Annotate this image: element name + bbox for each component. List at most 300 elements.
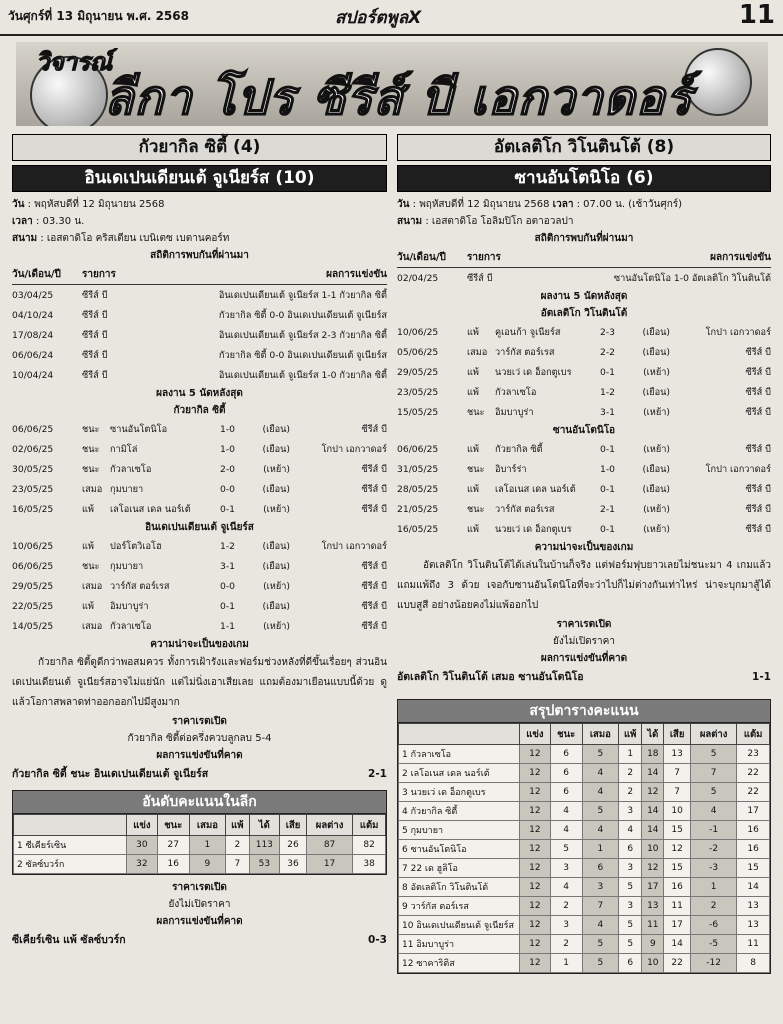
form-opponent: กุมบายา xyxy=(110,483,144,495)
date-value: : พฤหัสบดีที่ 12 มิถุนายน 2568 xyxy=(412,199,550,210)
right-column xyxy=(397,134,771,974)
cell: 7 xyxy=(226,855,249,874)
form-venue: (เยือน) xyxy=(262,443,290,455)
form-opponent: กามิโล่ xyxy=(110,443,138,455)
form-opponent: กัวยากิล ซิตี้ xyxy=(495,443,543,455)
cell: 3 xyxy=(619,897,642,916)
form-opponent: กัวลาเซโอ xyxy=(110,620,152,632)
cell: 12 xyxy=(642,859,664,878)
cell: 87 xyxy=(306,836,352,855)
list-item xyxy=(12,596,387,616)
form-result: ชนะ xyxy=(467,463,485,475)
form-score: 2-2 xyxy=(600,346,616,358)
team2-form-table xyxy=(12,536,387,636)
cell: 5 xyxy=(550,840,582,859)
predict-title: ผลการแข่งขันที่คาด xyxy=(156,750,243,761)
list-item xyxy=(397,499,771,519)
team-cell: 6 ซานอันโตนิโอ xyxy=(399,840,520,859)
cell: 12 xyxy=(520,954,551,973)
team1-form-table xyxy=(397,322,771,422)
form-comp: ซีรีส์ บี xyxy=(745,523,771,535)
cell: 30 xyxy=(127,836,158,855)
team2-form-table xyxy=(397,439,771,539)
cell: 12 xyxy=(520,764,551,783)
h2h-table xyxy=(397,247,771,288)
cell: 16 xyxy=(737,840,770,859)
cell: 22 xyxy=(737,783,770,802)
team-cell: 11 อิมบาบูร่า xyxy=(399,935,520,954)
cell: 2 xyxy=(690,897,736,916)
cell: 12 xyxy=(520,878,551,897)
cell: 12 xyxy=(520,859,551,878)
date-label: วัน xyxy=(12,199,25,210)
form-result: แพ้ xyxy=(467,523,479,535)
date-label: วัน xyxy=(397,199,410,210)
team-cell: 12 ซาคาริติส xyxy=(399,954,520,973)
cell: 7 xyxy=(582,897,618,916)
page-number: 11 xyxy=(738,0,775,30)
cell: 9 xyxy=(642,935,664,954)
form-venue: (เยือน) xyxy=(642,386,670,398)
table-row xyxy=(399,821,770,840)
h2h-title: สถิติการพบกันที่ผ่านมา xyxy=(150,250,249,261)
cell: 14 xyxy=(664,935,691,954)
form-title: ผลงาน 5 นัดหลังสุด xyxy=(540,291,628,302)
form-venue: (เยือน) xyxy=(262,600,290,612)
cell: 12 xyxy=(520,897,551,916)
form-date: 06/06/25 xyxy=(12,560,54,572)
cell: 5 xyxy=(619,916,642,935)
time-label: เวลา xyxy=(552,199,574,210)
cell: 14 xyxy=(737,878,770,897)
cell: 4 xyxy=(550,802,582,821)
likely-text: อัตเลติโก วิโนตินโต้ได้เล่นในบ้านก็จริง แต่ฟอร์มฟุบยาวเลยไม่ชนะมา 4 เกมแล้ว แถมแพ้ถึง 3 ด้วย เจอกับซานอันโตนิโอที่จะว่าไปก็ไม่ต่างกันเท่าไหร่ น่าจะบุกมาสู้ได้แบบสูสี อย่างน้อยคงไม่แพ้ออกไป xyxy=(397,560,771,611)
odds-title: ราคาเรตเปิด xyxy=(556,619,612,630)
match-away-bar: ซานอันโตนิโอ (6) xyxy=(397,165,771,192)
form-result: ชนะ xyxy=(467,406,485,418)
cell: 4 xyxy=(582,916,618,935)
form-venue: (เยือน) xyxy=(642,483,670,495)
cell: 5 xyxy=(619,935,642,954)
form-venue: (เยือน) xyxy=(262,560,290,572)
form-comp: โกปา เอกวาดอร์ xyxy=(705,463,771,475)
form-score: 0-0 xyxy=(220,483,236,495)
cell: 23 xyxy=(737,745,770,764)
match-info xyxy=(397,196,771,230)
col-team xyxy=(399,724,520,745)
cell: -1 xyxy=(690,821,736,840)
list-item xyxy=(12,556,387,576)
cell: 53 xyxy=(249,855,280,874)
form-comp: ซีรีส์ บี xyxy=(361,560,387,572)
h2h-date: 02/04/25 xyxy=(397,272,439,284)
form-comp: ซีรีส์ บี xyxy=(745,406,771,418)
form-date: 21/05/25 xyxy=(397,503,439,515)
time-label: เวลา xyxy=(12,216,33,227)
form-comp: ซีรีส์ บี xyxy=(361,423,387,435)
cell: -12 xyxy=(690,954,736,973)
table-row xyxy=(12,345,387,365)
predict-text: อัตเลติโก วิโนตินโต้ เสมอ ซานอันโตนิโอ xyxy=(397,671,584,683)
cell: 82 xyxy=(353,836,386,855)
table-row xyxy=(399,840,770,859)
form-opponent: กุมบายา xyxy=(110,560,144,572)
cell: 3 xyxy=(619,859,642,878)
team-cell: 2 เลโอเนส เดล นอร์เต้ xyxy=(399,764,520,783)
time-value: : 03.30 น. xyxy=(35,216,85,227)
cell: 12 xyxy=(520,802,551,821)
form-score: 1-2 xyxy=(220,540,236,552)
cell: 36 xyxy=(280,855,307,874)
cell: 1 xyxy=(189,836,225,855)
form-score: 0-1 xyxy=(600,483,616,495)
col-lost: แพ้ xyxy=(619,724,642,745)
h2h-comp: ซีรีส์ บี xyxy=(82,329,108,341)
team-cell: 5 กุมบายา xyxy=(399,821,520,840)
form-date: 22/05/25 xyxy=(12,600,54,612)
form-opponent: วาร์กัส ตอร์เรส xyxy=(495,346,555,358)
form-opponent: วาร์กัส ตอร์เรส xyxy=(110,580,170,592)
date-value: : พฤหัสบดีที่ 12 มิถุนายน 2568 xyxy=(27,199,165,210)
list-item xyxy=(397,322,771,342)
col-for: ได้ xyxy=(642,724,664,745)
h2h-date: 10/04/24 xyxy=(12,369,54,381)
table-row xyxy=(399,802,770,821)
cell: 5 xyxy=(582,802,618,821)
form-opponent: อิบาร์ร่า xyxy=(495,463,527,475)
league-table-header xyxy=(14,815,386,836)
form-result: ชนะ xyxy=(82,423,100,435)
cell: 1 xyxy=(619,745,642,764)
cell: 11 xyxy=(642,916,664,935)
likely-title: ความน่าจะเป็นของเกม xyxy=(534,542,634,553)
cell: 10 xyxy=(664,802,691,821)
odds-text: กัวยากิล ซิตี้ต่อครึ่งควบลูกลบ 5-4 xyxy=(127,733,272,744)
cell: 12 xyxy=(642,783,664,802)
team-cell: 2 ซัลซ์บวร์ก xyxy=(14,855,127,874)
cell: 15 xyxy=(737,859,770,878)
cell: 1 xyxy=(550,954,582,973)
form-score: 1-0 xyxy=(600,463,616,475)
cell: 22 xyxy=(664,954,691,973)
list-item xyxy=(12,576,387,596)
cell: 113 xyxy=(249,836,280,855)
cell: 2 xyxy=(226,836,249,855)
standings-table xyxy=(397,699,771,974)
table-row xyxy=(12,365,387,385)
cell: 3 xyxy=(550,916,582,935)
form-date: 16/05/25 xyxy=(12,503,54,515)
cell: 13 xyxy=(642,897,664,916)
table-row xyxy=(397,268,771,289)
form-score: 3-1 xyxy=(600,406,616,418)
form-comp: ซีรีส์ บี xyxy=(745,503,771,515)
list-item xyxy=(397,382,771,402)
form-venue: (เหย้า) xyxy=(263,580,290,592)
form-score: 0-1 xyxy=(220,600,236,612)
team-cell: 7 22 เด ฮูลิโอ xyxy=(399,859,520,878)
form-opponent: ซานอันโตนิโอ xyxy=(110,423,168,435)
h2h-date: 03/04/25 xyxy=(12,289,54,301)
predict-line xyxy=(397,667,771,687)
h2h-result: อินเดเปนเดียนเต้ จูเนียร์ส 2-3 กัวยากิล ซิตี้ xyxy=(218,329,387,341)
cell: 6 xyxy=(619,840,642,859)
cell: 3 xyxy=(619,802,642,821)
page-header xyxy=(0,0,783,36)
h2h-col-date: วัน/เดือน/ปี xyxy=(397,247,467,268)
form-date: 28/05/25 xyxy=(397,483,439,495)
form-comp: ซีรีส์ บี xyxy=(745,386,771,398)
table-row xyxy=(399,745,770,764)
list-item xyxy=(12,616,387,636)
cell: -3 xyxy=(690,859,736,878)
form-score: 1-1 xyxy=(220,620,236,632)
col-played: แข่ง xyxy=(127,815,158,836)
h2h-comp: ซีรีส์ บี xyxy=(82,349,108,361)
cell: 6 xyxy=(550,783,582,802)
cell: 16 xyxy=(664,878,691,897)
form-opponent: กัวลาเซโอ xyxy=(495,386,537,398)
cell: 22 xyxy=(737,764,770,783)
form-venue: (เยือน) xyxy=(642,346,670,358)
list-item xyxy=(12,459,387,479)
col-played: แข่ง xyxy=(520,724,551,745)
predict-score: 2-1 xyxy=(368,768,387,780)
list-item xyxy=(397,479,771,499)
form-venue: (เหย้า) xyxy=(643,443,670,455)
form-opponent: นวยเว่ เด อ็อกตูเบร xyxy=(495,366,572,378)
banner-kicker: วิจารณ์ xyxy=(36,48,113,76)
cell: 5 xyxy=(619,878,642,897)
form-opponent: วาร์กัส ตอร์เรส xyxy=(495,503,555,515)
team-cell: 1 ซีเคียร์เซิน xyxy=(14,836,127,855)
form-venue: (เหย้า) xyxy=(263,620,290,632)
section-banner xyxy=(16,42,768,126)
cell: 4 xyxy=(690,802,736,821)
h2h-comp: ซีรีส์ บี xyxy=(82,309,108,321)
cell: 13 xyxy=(664,745,691,764)
cell: 12 xyxy=(664,840,691,859)
match-home-bar: อัตเลติโก วิโนตินโต้ (8) xyxy=(397,134,771,161)
h2h-col-result: ผลการแข่งขัน xyxy=(133,264,387,285)
cell: -5 xyxy=(690,935,736,954)
col-lost: แพ้ xyxy=(226,815,249,836)
cell: 4 xyxy=(550,878,582,897)
form-comp: ซีรีส์ บี xyxy=(745,443,771,455)
form-score: 1-0 xyxy=(220,443,236,455)
col-against: เสีย xyxy=(664,724,691,745)
list-item xyxy=(12,419,387,439)
form-comp: ซีรีส์ บี xyxy=(745,483,771,495)
cell: 6 xyxy=(582,859,618,878)
cell: 1 xyxy=(582,840,618,859)
football-icon xyxy=(684,48,752,116)
header-date: วันศุกร์ที่ 13 มิถุนายน พ.ศ. 2568 xyxy=(8,9,189,23)
form-result: เสมอ xyxy=(82,483,103,495)
form-date: 16/05/25 xyxy=(397,523,439,535)
cell: 12 xyxy=(520,783,551,802)
form-score: 1-2 xyxy=(600,386,616,398)
list-item xyxy=(397,519,771,539)
table-row xyxy=(14,855,386,874)
cell: 12 xyxy=(520,821,551,840)
cell: 2 xyxy=(619,783,642,802)
predict-line xyxy=(12,764,387,784)
form-date: 23/05/25 xyxy=(397,386,439,398)
match-home-bar: กัวยากิล ซิตี้ (4) xyxy=(12,134,387,161)
cell: 9 xyxy=(189,855,225,874)
h2h-result: อินเดเปนเดียนเต้ จูเนียร์ส 1-1 กัวยากิล ซิตี้ xyxy=(218,289,387,301)
cell: 11 xyxy=(664,897,691,916)
form-score: 1-0 xyxy=(220,423,236,435)
cell: 13 xyxy=(737,897,770,916)
form-venue: (เหย้า) xyxy=(263,463,290,475)
cell: 3 xyxy=(582,878,618,897)
form-comp: โกปา เอกวาดอร์ xyxy=(321,540,387,552)
cell: 5 xyxy=(582,954,618,973)
predict2-line xyxy=(12,930,387,950)
form-venue: (เหย้า) xyxy=(263,503,290,515)
form-date: 06/06/25 xyxy=(12,423,54,435)
form-opponent: คูเอนก้า จูเนียร์ส xyxy=(495,326,561,338)
cell: 26 xyxy=(280,836,307,855)
cell: 3 xyxy=(550,859,582,878)
header-brand: สปอร์ตพูลX xyxy=(335,8,422,28)
h2h-result: กัวยากิล ซิตี้ 0-0 อินเดเปนเดียนเต้ จูเนียร์ส xyxy=(218,349,387,361)
form-venue: (เหย้า) xyxy=(643,523,670,535)
form-result: เสมอ xyxy=(467,346,488,358)
form-date: 05/06/25 xyxy=(397,346,439,358)
cell: 5 xyxy=(690,745,736,764)
form-result: ชนะ xyxy=(82,560,100,572)
venue-label: สนาม xyxy=(12,233,38,244)
form-venue: (เยือน) xyxy=(262,483,290,495)
predict2-score: 0-3 xyxy=(368,934,387,946)
cell: 2 xyxy=(550,897,582,916)
form-date: 15/05/25 xyxy=(397,406,439,418)
form-opponent: นวยเว่ เด อ็อกตูเบร xyxy=(495,523,572,535)
col-won: ชนะ xyxy=(550,724,582,745)
form-comp: ซีรีส์ บี xyxy=(361,483,387,495)
cell: 7 xyxy=(664,764,691,783)
cell: 17 xyxy=(642,878,664,897)
league-table xyxy=(12,790,387,875)
h2h-title: สถิติการพบกันที่ผ่านมา xyxy=(534,233,634,244)
form-comp: ซีรีส์ บี xyxy=(745,366,771,378)
team2-name: ซานอันโตนิโอ xyxy=(552,425,616,436)
cell: 5 xyxy=(582,745,618,764)
match-info xyxy=(12,196,387,247)
table-row xyxy=(14,836,386,855)
form-venue: (เยือน) xyxy=(642,463,670,475)
form-date: 31/05/25 xyxy=(397,463,439,475)
table-row xyxy=(399,878,770,897)
cell: -6 xyxy=(690,916,736,935)
col-for: ได้ xyxy=(249,815,280,836)
team-cell: 3 นวยเว่ เด อ็อกตูเบร xyxy=(399,783,520,802)
time-value: : 07.00 น. (เช้าวันศุกร์) xyxy=(576,199,683,210)
form-title: ผลงาน 5 นัดหลังสุด xyxy=(156,388,243,399)
team2-name: อินเดเปนเดียนเต้ จูเนียร์ส xyxy=(145,522,254,533)
team1-name: กัวยากิล ซิตี้ xyxy=(173,405,226,416)
cell: 2 xyxy=(550,935,582,954)
predict-text: กัวยากิล ซิตี้ ชนะ อินเดเปนเดียนเต้ จูเนียร์ส xyxy=(12,768,209,780)
form-score: 2-0 xyxy=(220,463,236,475)
form-result: เสมอ xyxy=(82,580,103,592)
form-result: ชนะ xyxy=(467,503,485,515)
h2h-result: อินเดเปนเดียนเต้ จูเนียร์ส 1-0 กัวยากิล ซิตี้ xyxy=(218,369,387,381)
venue-value: : เอสตาดิโอ คริสเตียน เบนิเตซ เบตานคอร์ท xyxy=(40,233,230,244)
cell: 10 xyxy=(642,840,664,859)
table-row xyxy=(399,935,770,954)
form-result: ชนะ xyxy=(82,443,100,455)
form-score: 0-1 xyxy=(600,523,616,535)
form-venue: (เยือน) xyxy=(642,326,670,338)
odds2-title: ราคาเรตเปิด xyxy=(172,882,227,893)
form-date: 14/05/25 xyxy=(12,620,54,632)
cell: 5 xyxy=(690,783,736,802)
cell: 10 xyxy=(642,954,664,973)
cell: 8 xyxy=(737,954,770,973)
form-score: 0-1 xyxy=(600,443,616,455)
cell: 14 xyxy=(642,764,664,783)
form-venue: (เหย้า) xyxy=(643,503,670,515)
cell: 6 xyxy=(550,745,582,764)
standings-body xyxy=(399,745,770,973)
cell: 32 xyxy=(127,855,158,874)
cell: 6 xyxy=(619,954,642,973)
team-cell: 9 วาร์กัส ตอร์เรส xyxy=(399,897,520,916)
team-cell: 10 อินเดเปนเดียนเต้ จูเนียร์ส xyxy=(399,916,520,935)
h2h-comp: ซีรีส์ บี xyxy=(82,289,108,301)
cell: 17 xyxy=(737,802,770,821)
venue-label: สนาม xyxy=(397,216,423,227)
col-won: ชนะ xyxy=(157,815,189,836)
cell: 15 xyxy=(664,821,691,840)
team-cell: 4 กัวยากิล ซิตี้ xyxy=(399,802,520,821)
list-item xyxy=(12,499,387,519)
cell: 14 xyxy=(642,821,664,840)
team1-form-table xyxy=(12,419,387,519)
predict-title: ผลการแข่งขันที่คาด xyxy=(540,653,628,664)
table-row xyxy=(399,783,770,802)
col-against: เสีย xyxy=(280,815,307,836)
standings-title: สรุปตารางคะแนน xyxy=(398,700,770,723)
match-away-bar: อินเดเปนเดียนเต้ จูเนียร์ส (10) xyxy=(12,165,387,192)
cell: 14 xyxy=(642,802,664,821)
team-cell: 1 กัวลาเซโอ xyxy=(399,745,520,764)
left-column xyxy=(12,134,387,950)
form-date: 10/06/25 xyxy=(12,540,54,552)
h2h-date: 06/06/24 xyxy=(12,349,54,361)
h2h-header-row xyxy=(12,264,387,285)
team-cell: 8 อัตเลติโก วิโนตินโต้ xyxy=(399,878,520,897)
cell: 17 xyxy=(664,916,691,935)
likely-text: กัวยากิล ซิตี้ดูดีกว่าพอสมควร ทั้งการเฝ้ารังและฟอร์มช่วงหลังที่ดีขึ้นเรื่อยๆ ส่วนอินเดเปนเดียนเต้ จูเนียร์สอาจไม่แย่นัก แต่ไม่นิ่งเอาเสียเลย แถมต้องมาเยือนแบบนี้ด้วย ดูแล้วโอกาสพลาดท่าออกออกไปมีสูงมาก xyxy=(12,657,387,708)
h2h-table xyxy=(12,264,387,385)
cell: 18 xyxy=(642,745,664,764)
form-result: แพ้ xyxy=(467,443,479,455)
team1-name: อัตเลติโก วิโนตินโต้ xyxy=(540,308,628,319)
list-item xyxy=(12,536,387,556)
odds-text: ยังไม่เปิดราคา xyxy=(553,636,615,647)
cell: 4 xyxy=(582,764,618,783)
cell: -2 xyxy=(690,840,736,859)
form-venue: (เยือน) xyxy=(262,540,290,552)
col-points: แต้ม xyxy=(737,724,770,745)
form-score: 0-1 xyxy=(220,503,236,515)
form-opponent: เลโอเนส เดล นอร์เต้ xyxy=(110,503,191,515)
